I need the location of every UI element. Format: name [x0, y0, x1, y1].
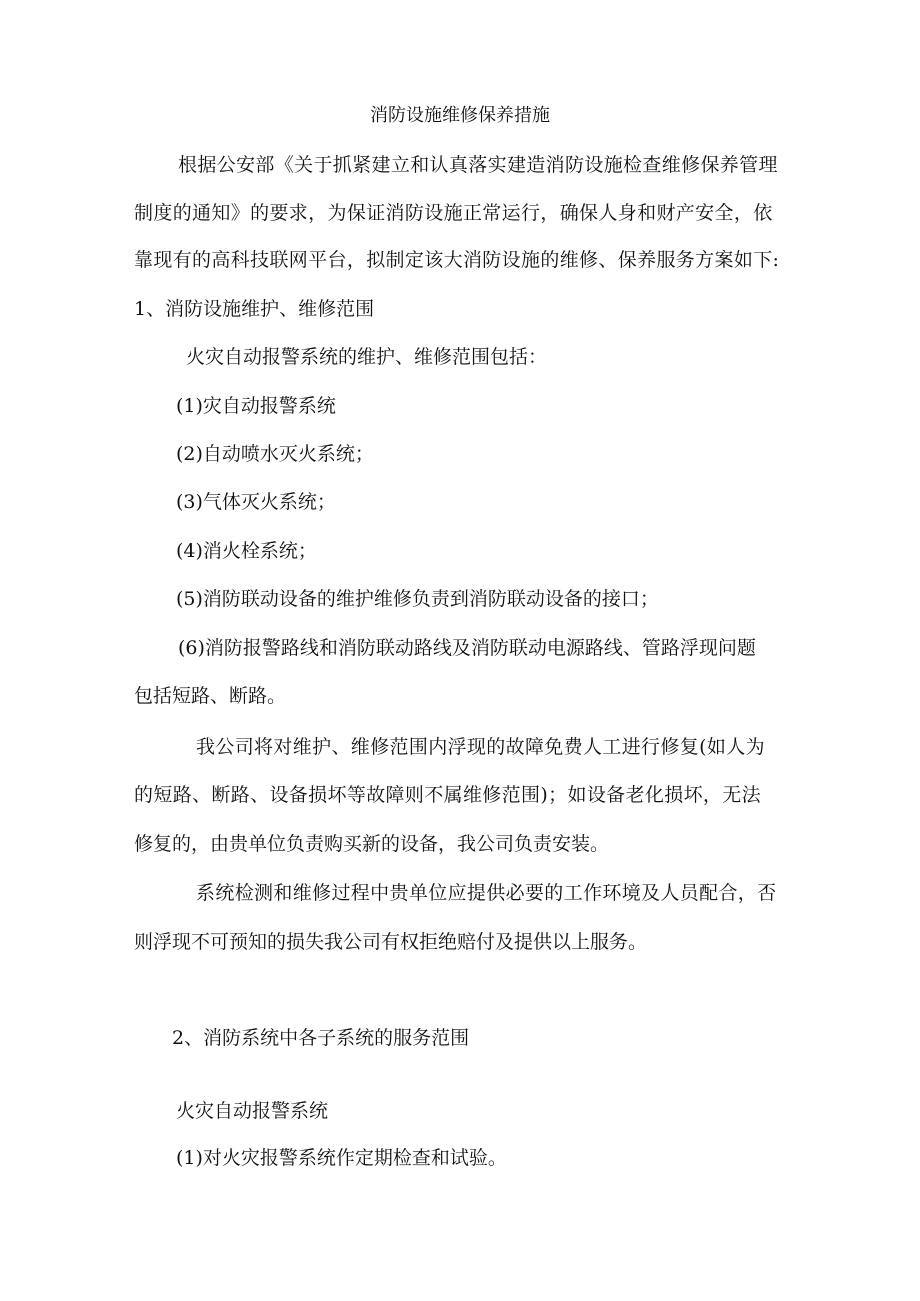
- section1-item-4: (4)消火栓系统；: [176, 540, 317, 562]
- section1-item-6-continued: 包括短路、断路。: [134, 685, 287, 707]
- section1-para1-line-3: 修复的，由贵单位负责购买新的设备，我公司负责安装。: [134, 833, 610, 855]
- section2-item-1: (1)对火灾报警系统作定期检查和试验。: [176, 1147, 507, 1169]
- section1-item-5: (5)消防联动设备的维护维修负责到消防联动设备的接口；: [176, 588, 659, 610]
- section1-heading: 1、消防设施维护、维修范围: [134, 298, 375, 320]
- intro-line-1: 根据公安部《关于抓紧建立和认真落实建造消防设施检查维修保养管理: [178, 154, 778, 176]
- intro-line-2: 制度的通知》的要求，为保证消防设施正常运行，确保人身和财产安全，依: [134, 202, 773, 224]
- section1-item-2: (2)自动喷水灭火系统；: [176, 443, 374, 465]
- section2-subheading: 火灾自动报警系统: [176, 1100, 329, 1122]
- section1-item-3: (3)气体灭火系统；: [176, 491, 336, 513]
- section1-item-6: (6)消防报警路线和消防联动路线及消防联动电源路线、管路浮现问题: [178, 637, 756, 659]
- section1-para1-line-1: 我公司将对维护、维修范围内浮现的故障免费人工进行修复(如人为: [196, 736, 765, 758]
- section1-item-1: (1)灾自动报警系统: [176, 395, 336, 417]
- section1-subheading: 火灾自动报警系统的维护、维修范围包括：: [186, 346, 548, 368]
- section1-para2-line-2: 则浮现不可预知的损失我公司有权拒绝赔付及提供以上服务。: [134, 931, 648, 953]
- section2-heading: 2、消防系统中各子系统的服务范围: [172, 1027, 470, 1049]
- section1-para2-line-1: 系统检测和维修过程中贵单位应提供必要的工作环境及人员配合，否: [196, 882, 777, 904]
- intro-line-3: 靠现有的高科技联网平台，拟制定该大消防设施的维修、保养服务方案如下:: [134, 249, 780, 271]
- document-title: 消防设施维修保养措施: [370, 105, 550, 126]
- section1-para1-line-2: 的短路、断路、设备损坏等故障则不属维修范围)；如设备老化损坏，无法: [134, 784, 761, 806]
